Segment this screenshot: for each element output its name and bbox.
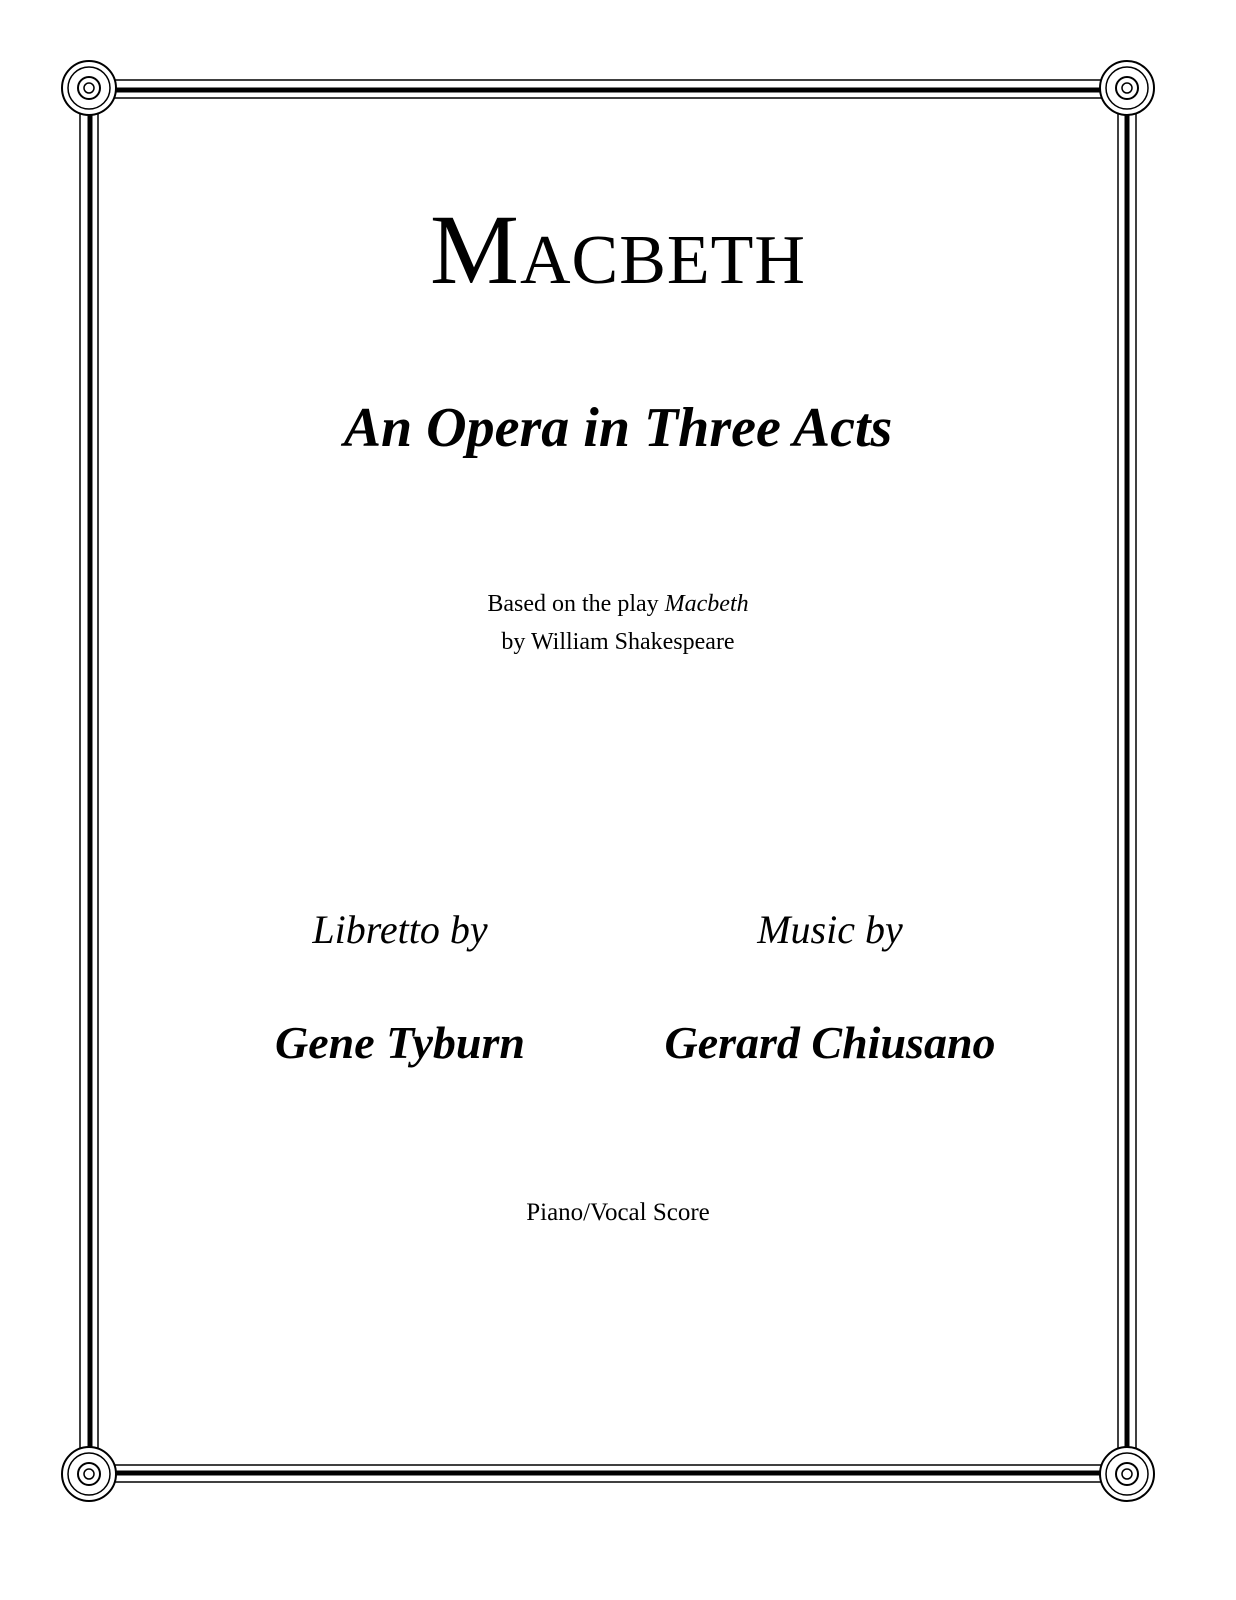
- libretto-label: Libretto by: [312, 907, 488, 952]
- play-author-line: by William Shakespeare: [501, 629, 735, 655]
- corner-ornament-bottom-left-icon: [62, 1447, 116, 1501]
- corner-ornament-top-left-icon: [62, 61, 116, 115]
- based-on-line: [0, 585, 1236, 623]
- librettist-name: Gene Tyburn: [274, 1017, 525, 1068]
- composer-name: Gerard Chiusano: [664, 1017, 996, 1068]
- corner-ornament-bottom-right-icon: [1100, 1447, 1154, 1501]
- music-label: Music by: [757, 907, 903, 952]
- page-subtitle: An Opera in Three Acts: [343, 397, 893, 459]
- corner-ornament-top-right-icon: [1100, 61, 1154, 115]
- play-title: Macbeth: [664, 591, 749, 617]
- based-on-prefix: Based on the play: [487, 591, 665, 617]
- source-attribution: [0, 585, 1236, 661]
- edition-label: Piano/Vocal Score: [526, 1199, 710, 1226]
- page-title: Macbeth: [430, 194, 806, 305]
